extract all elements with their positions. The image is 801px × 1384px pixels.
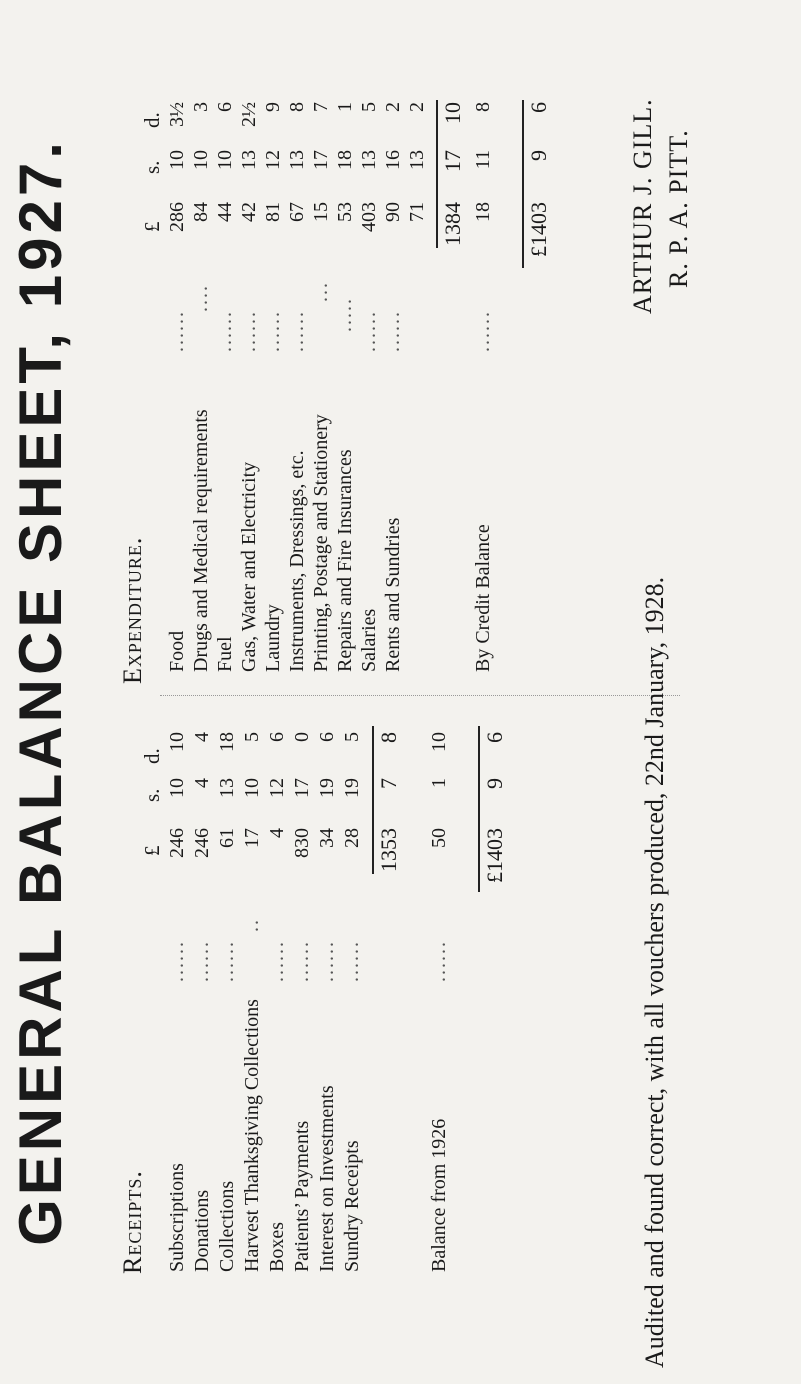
receipt-pounds: 17 [241, 828, 263, 848]
receipt-label: Collections [216, 1180, 238, 1272]
expense-pence: 3 [190, 102, 212, 112]
expense-shillings: 13 [238, 150, 260, 170]
receipt-label: Donations [191, 1189, 213, 1272]
receipts-shillings-header: s. [140, 788, 164, 802]
expenditure-grand-total-pence: 6 [526, 102, 551, 113]
receipts-pounds-header: £ [140, 845, 164, 856]
expense-pence: 8 [286, 102, 308, 112]
expense-shillings: 10 [214, 150, 236, 170]
receipt-pence: 5 [241, 732, 263, 742]
receipts-total-pounds: 1353 [376, 828, 401, 872]
expense-pounds: 71 [406, 202, 428, 222]
audit-note: Audited and found correct, with all vouchers produced, 22nd January, 1928. [640, 576, 669, 1368]
receipts-pence-header: d. [140, 748, 164, 764]
expense-shillings: 18 [334, 150, 356, 170]
expense-pounds: 403 [358, 202, 380, 232]
expense-label: Food [166, 630, 188, 672]
expense-pounds: 67 [286, 202, 308, 222]
signatory-name: ARTHUR J. GILL. [628, 98, 657, 314]
section-divider [160, 695, 680, 696]
expense-shillings: 13 [358, 150, 380, 170]
expense-pence: 2½ [238, 102, 260, 127]
receipt-shillings: 4 [191, 778, 213, 788]
receipt-pounds: 246 [191, 828, 213, 858]
expense-pence: 2 [382, 102, 404, 112]
expense-shillings: 17 [310, 150, 332, 170]
expense-pounds: 15 [310, 202, 332, 222]
receipt-label: Patients’ Payments [291, 1120, 313, 1272]
expense-pence: 6 [214, 102, 236, 112]
expense-label: Laundry [262, 604, 284, 672]
receipts-grand-total-pence: 6 [482, 732, 507, 743]
receipt-pence: 4 [191, 732, 213, 742]
expenditure-pence-header: d. [140, 112, 164, 128]
expense-pounds: 286 [166, 202, 188, 232]
receipt-shillings: 10 [241, 778, 263, 798]
expense-pence: 3½ [166, 102, 188, 127]
sum-rule [522, 100, 524, 268]
expenditure-total-pence: 10 [440, 102, 465, 124]
expense-label: Printing, Postage and Stationery [310, 414, 332, 672]
receipts-balance-label: Balance from 1926 [428, 1118, 450, 1272]
expense-label: Rents and Sundries [382, 517, 404, 672]
receipt-pounds: 28 [341, 828, 363, 848]
expenditure-total-pounds: 1384 [440, 202, 465, 246]
receipt-pounds: 830 [291, 828, 313, 858]
receipts-grand-total-shillings: 9 [482, 778, 507, 789]
receipt-pounds: 61 [216, 828, 238, 848]
expense-pounds: 44 [214, 202, 236, 222]
expenditure-shillings-header: s. [140, 160, 164, 174]
expense-pence: 1 [334, 102, 356, 112]
expense-pence: 5 [358, 102, 380, 112]
receipt-pence: 6 [266, 732, 288, 742]
expense-label: Salaries [358, 608, 380, 672]
receipt-label: Subscriptions [166, 1163, 188, 1272]
receipts-total-pence: 8 [376, 732, 401, 743]
receipts-balance-pence: 10 [428, 732, 450, 752]
receipt-pence: 5 [341, 732, 363, 742]
page-title: GENERAL BALANCE SHEET, 1927. [7, 138, 74, 1246]
expense-pounds: 42 [238, 202, 260, 222]
receipt-pounds: 34 [316, 828, 338, 848]
expense-pence: 2 [406, 102, 428, 112]
receipt-shillings: 19 [316, 778, 338, 798]
receipt-pounds: 4 [266, 828, 288, 838]
expenditure-grand-total-pounds: £1403 [526, 202, 551, 257]
receipt-pence: 18 [216, 732, 238, 752]
expense-label: Instruments, Dressings, etc. [286, 450, 308, 672]
signatory-name: R. P. A. PITT. [664, 129, 693, 288]
receipt-label: Harvest Thanksgiving Collections [241, 999, 263, 1272]
sum-rule [478, 726, 480, 892]
sum-rule [436, 100, 438, 248]
expenditure-grand-total-shillings: 9 [526, 150, 551, 161]
expenditure-balance-pence: 8 [472, 102, 494, 112]
receipt-pence: 6 [316, 732, 338, 742]
receipt-shillings: 10 [166, 778, 188, 798]
expense-pence: 7 [310, 102, 332, 112]
expenditure-balance-pounds: 18 [472, 202, 494, 222]
expense-pence: 9 [262, 102, 284, 112]
expense-shillings: 16 [382, 150, 404, 170]
sum-rule [372, 726, 374, 874]
receipt-shillings: 12 [266, 778, 288, 798]
expense-pounds: 81 [262, 202, 284, 222]
expenditure-total-shillings: 17 [440, 150, 465, 172]
expense-label: Drugs and Medical requirements [190, 409, 212, 672]
expense-shillings: 13 [286, 150, 308, 170]
expense-label: Gas, Water and Electricity [238, 461, 260, 672]
receipt-label: Boxes [266, 1222, 288, 1272]
expenditure-pounds-header: £ [140, 221, 164, 232]
expenditure-heading: Expenditure. [118, 536, 147, 684]
expense-shillings: 12 [262, 150, 284, 170]
expense-shillings: 10 [166, 150, 188, 170]
receipts-balance-pounds: 50 [428, 828, 450, 848]
expense-pounds: 53 [334, 202, 356, 222]
receipt-shillings: 13 [216, 778, 238, 798]
expense-shillings: 13 [406, 150, 428, 170]
receipts-total-shillings: 7 [376, 778, 401, 789]
expense-label: Repairs and Fire Insurances [334, 449, 356, 672]
receipts-balance-shillings: 1 [428, 778, 450, 788]
receipts-grand-total-pounds: £1403 [482, 828, 507, 883]
receipt-shillings: 17 [291, 778, 313, 798]
balance-sheet-page: GENERAL BALANCE SHEET, 1927. Receipts. £ s. d. Subscriptions ...... 246 10 10 Donations ...... 246 4 4 Collections ...... 61 13 18 Harvest Thanksgiving Collections .. 17 10 5 Boxes ...... 4 12 6 Patients’ Payments ...... 830 17 0 Interest on Investments ...... 34 19 6 Sundry Receipts ...... 28 19 5 1353 7 8 Balance from 1926 ...... 50 1 10 £1403 9 6 Expenditure. £ s. d. Food ...... 286 10 3½ Drugs and Medical requirements .... 84 10 3 Fuel ...... 44 10 6 Gas, Water and Electricity ...... 42 13 2½ Laundry ...... 81 12 9 Instruments, Dressings, etc. ...... 67 13 8 Printing, Postage and Stationery ... 15 17 7 Repairs and Fire Insurances ..... 53 18 1 Salaries ...... 403 13 5 Rents and Sundries ...... 90 16 2 71 13 2 1384 17 10 By Credit Balance ...... 18 11 8 £1403 9 6 Audited and found correct, with all vouchers produced, 22nd January, 1928. ARTHUR J. GILL. R. P. A. PITT. [0, 0, 801, 1384]
receipt-pence: 10 [166, 732, 188, 752]
receipt-label: Sundry Receipts [341, 1140, 363, 1272]
receipt-pounds: 246 [166, 828, 188, 858]
receipts-heading: Receipts. [118, 1170, 147, 1274]
expense-label: Fuel [214, 636, 236, 672]
expense-pounds: 84 [190, 202, 212, 222]
receipt-shillings: 19 [341, 778, 363, 798]
expenditure-balance-label: By Credit Balance [472, 524, 494, 672]
receipt-label: Interest on Investments [316, 1085, 338, 1272]
expense-pounds: 90 [382, 202, 404, 222]
expense-shillings: 10 [190, 150, 212, 170]
receipt-pence: 0 [291, 732, 313, 742]
expenditure-balance-shillings: 11 [472, 150, 494, 170]
